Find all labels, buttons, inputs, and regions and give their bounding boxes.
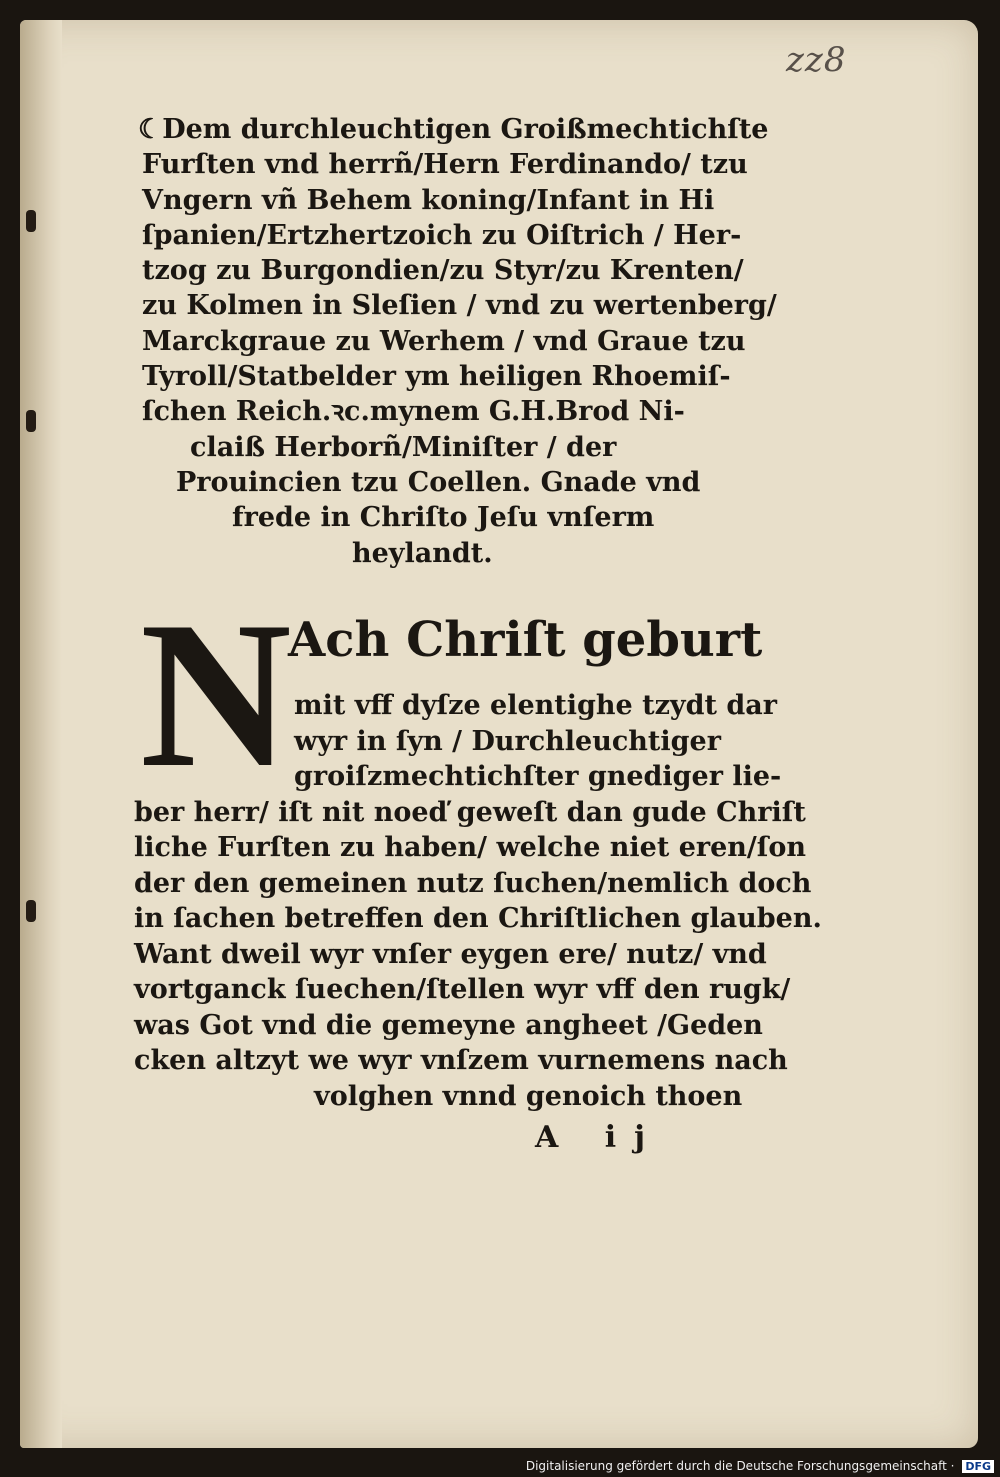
binding-hole [26,410,36,432]
signature-mark: A ij [535,1120,663,1155]
text-line: was Got vnd die gemeyne angheet /Geden [134,1009,763,1041]
text-line: mit vff dyſze elentighe tzydt dar [294,690,777,721]
text-line: claiß Herborñ/Miniſter / der [190,431,617,463]
text-line: Want dweil wyr vnſer eygen ere/ nutz/ vnd [134,938,767,970]
text-line: wyr in ſyn / Durchleuchtiger [294,725,721,757]
text-line: volghen vnnd genoich thoen [314,1080,743,1112]
text-line: ☾Dem durchleuchtigen Groißmechtichſte [138,114,769,145]
digitization-credit [526,1459,994,1473]
folio-number: zz8 [786,40,847,80]
binding-hole [26,210,36,232]
text-line: frede in Chriſto Jeſu vnſerm [232,502,655,534]
text-line: zu Kolmen in Sleſien / vnd zu wertenberg/ [142,290,777,322]
text-line: tzog zu Burgondien/zu Styr/zu Krenten/ [142,255,744,287]
text-line: Vngern vñ Behem koning/Infant in Hi [142,184,715,216]
text-line: ber herr/ iſt nit noeď geweſt dan gude Chriſt [134,796,806,828]
decorated-initial: N [140,579,292,811]
dedication-text [128,112,777,571]
text-line: Prouincien tzu Coellen. Gnade vnd [176,466,701,498]
text-line: ſpanien/Ertzhertzoich zu Oiſtrich / Her- [142,219,742,251]
text-line: cken altzyt we wyr vnſzem vurnemens nach [134,1045,788,1076]
text-line: Tyroll/Statbelder ym heiligen Rhoemiſ- [142,361,731,393]
text-line: groiſzmechtichſter gnediger lie- [294,761,782,792]
binding-hole [26,900,36,922]
page-gutter [20,20,62,1448]
text-line: Marckgraue zu Werhem / vnd Graue tzu [142,325,746,357]
text-line: ſchen Reich.ꝛc.mynem G.H.Brod Ni- [142,396,685,428]
credit-text: Digitalisierung gefördert durch die Deutsche Forschungsgemeinschaft · [525,1459,955,1473]
text-line: in ſachen betreffen den Chriſtlichen glauben. [134,903,822,934]
dfg-logo: DFG [962,1460,994,1473]
body-text [128,688,822,1114]
opening-heading: Ach Chriſt geburt [288,612,763,668]
text-line: der den gemeinen nutz ſuchen/nemlich doch [134,867,812,899]
text-line: liche Furſten zu haben/ welche niet eren/ſon [134,832,807,863]
text-line: Furſten vnd herrñ/Hern Ferdinando/ tzu [142,149,748,181]
text-line: vortganck ſuechen/ſtellen wyr vff den rugk/ [134,974,791,1005]
text-line: heylandt. [352,537,493,569]
